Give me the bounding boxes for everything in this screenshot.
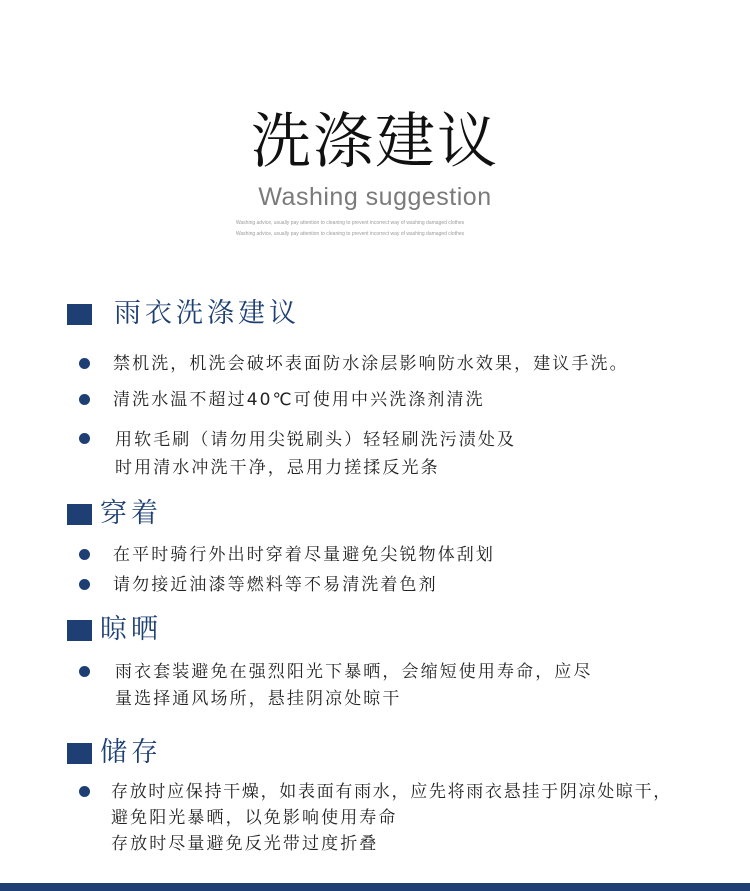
square-bullet-icon xyxy=(67,743,92,764)
section-heading-storage: 储存 xyxy=(67,733,162,773)
section-heading-wearing: 穿着 xyxy=(67,494,162,534)
list-item: 存放时应保持干燥，如表面有雨水，应先将雨衣悬挂于阴凉处晾干， xyxy=(111,782,672,802)
bottom-bar xyxy=(0,883,750,891)
page-subtitle: Washing suggestion xyxy=(258,183,492,211)
list-item: 用软毛刷（请勿用尖锐刷头）轻轻刷洗污渍处及 xyxy=(115,430,517,450)
bullet-icon xyxy=(79,786,90,797)
list-item: 禁机洗，机洗会破坏表面防水涂层影响防水效果，建议手洗。 xyxy=(113,354,629,374)
square-bullet-icon xyxy=(67,620,92,641)
list-item: 在平时骑行外出时穿着尽量避免尖锐物体刮划 xyxy=(113,545,495,565)
square-bullet-icon xyxy=(67,504,92,525)
bullet-icon xyxy=(79,666,90,677)
bullet-icon xyxy=(79,394,90,405)
bullet-icon xyxy=(79,358,90,369)
bullet-icon xyxy=(79,549,90,560)
list-item: 清洗水温不超过40℃可使用中兴洗涤剂清洗 xyxy=(113,390,485,410)
section-heading-washing: 雨衣洗涤建议 xyxy=(67,294,300,334)
section-heading-drying: 晾晒 xyxy=(67,610,162,650)
list-item-continuation: 避免阳光暴晒，以免影响使用寿命 xyxy=(111,808,398,828)
bullet-icon xyxy=(79,433,90,444)
list-item-continuation: 时用清水冲洗干净，忌用力搓揉反光条 xyxy=(115,458,440,478)
square-bullet-icon xyxy=(67,304,92,325)
list-item: 雨衣套装避免在强烈阳光下暴晒，会缩短使用寿命，应尽 xyxy=(115,662,593,682)
fine-print: Washing advice, usually pay attention to cleaning to prevent incorrect way of washing damaged clothes xyxy=(235,220,465,226)
bullet-icon xyxy=(79,579,90,590)
fine-print: Washing advice, usually pay attention to cleaning to prevent incorrect way of washing damaged clothes xyxy=(235,231,465,237)
list-item-continuation: 存放时尽量避免反光带过度折叠 xyxy=(111,834,379,854)
list-item: 请勿接近油漆等燃料等不易清洗着色剂 xyxy=(113,575,438,595)
page-title: 洗涤建议 xyxy=(251,107,499,177)
list-item-continuation: 量选择通风场所，悬挂阴凉处晾干 xyxy=(115,689,402,709)
